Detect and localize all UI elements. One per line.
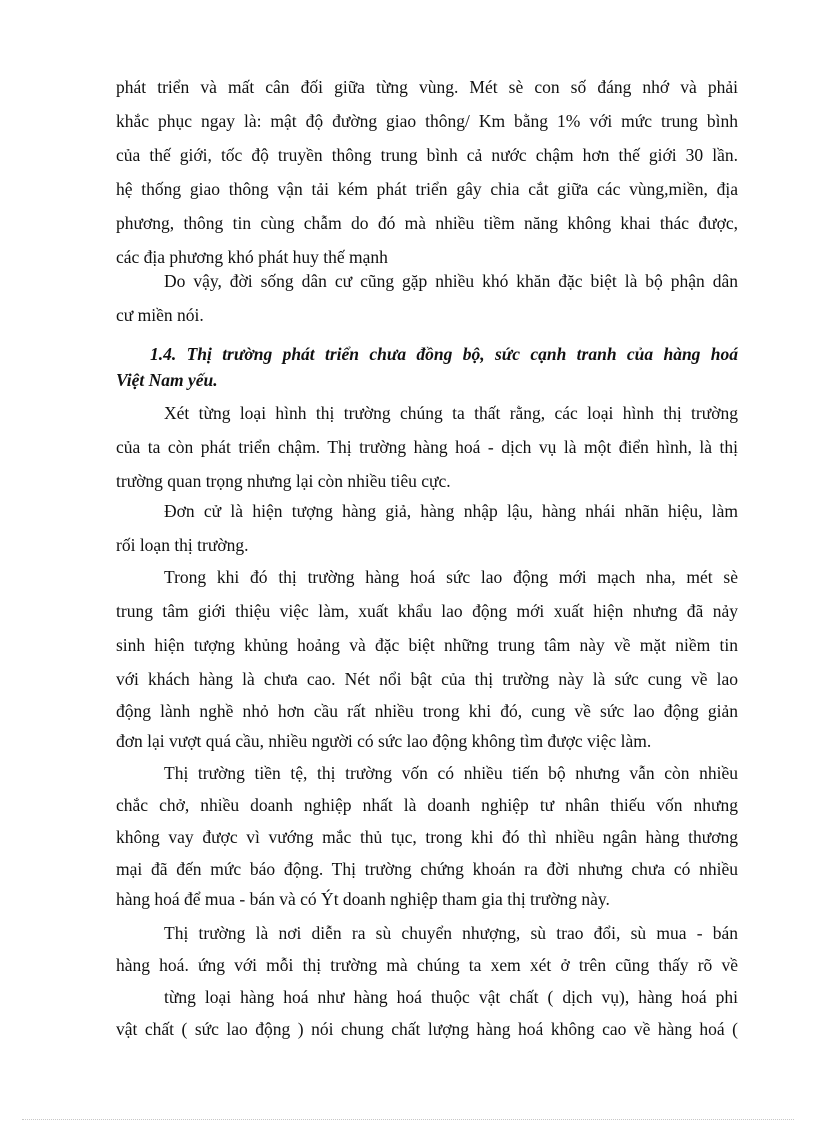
text-line: phương, thông tin cùng chẫm do đó mà nhiều tiềm năng không khai thác được, (116, 213, 738, 233)
text-line: trường quan trọng nhưng lại còn nhiều tiêu cực. (116, 471, 451, 491)
text-line: đơn lại vượt quá cầu, nhiều người có sức lao động không tìm được việc làm. (116, 731, 652, 751)
text-line: của thế giới, tốc độ truyền thông trung bình cả nước chậm hơn thế giới 30 lần. (116, 145, 738, 165)
text-line: với khách hàng là chưa cao. Nét nổi bật của thị trường này là sức cung về lao (116, 669, 738, 689)
text-line: trung tâm giới thiệu việc làm, xuất khẩu lao động mới xuất hiện nhưng đã nảy (116, 601, 738, 621)
text-line: động lành nghề nhỏ hơn cầu rất nhiều trong khi đó, cung về sức lao động giản (116, 701, 738, 721)
paragraph-first-line: Do vậy, đời sống dân cư cũng gặp nhiều khó khăn đặc biệt là bộ phận dân (164, 271, 738, 291)
paragraph-first-line: Xét từng loại hình thị trường chúng ta thất rằng, các loại hình thị trường (164, 403, 738, 423)
page-footer-divider (22, 1119, 794, 1120)
text-line: hàng hoá. ứng với mỗi thị trường mà chúng ta xem xét ở trên cũng thấy rõ về (116, 955, 738, 975)
text-line: hệ thống giao thông vận tải kém phát triển gây chia cắt giữa các vùng,miền, địa (116, 179, 738, 199)
section-heading: 1.4. Thị trường phát triển chưa đồng bộ, sức cạnh tranh của hàng hoá (150, 344, 738, 364)
text-line: sinh hiện tượng khủng hoảng và đặc biệt những trung tâm này về mặt niềm tin (116, 635, 738, 655)
paragraph-first-line: Trong khi đó thị trường hàng hoá sức lao động mới mạch nha, mét sè (164, 567, 738, 587)
paragraph-first-line: Đơn cử là hiện tượng hàng giả, hàng nhập lậu, hàng nhái nhãn hiệu, làm (164, 501, 738, 521)
section-heading-continued: Việt Nam yếu. (116, 370, 218, 390)
text-line: cư miền nói. (116, 305, 204, 325)
text-line: chắc chở, nhiều doanh nghiệp nhất là doanh nghiệp tư nhân thiếu vốn nhưng (116, 795, 738, 815)
text-line: rối loạn thị trường. (116, 535, 249, 555)
text-line: mại đã đến mức báo động. Thị trường chứng khoán ra đời nhưng chưa có nhiều (116, 859, 738, 879)
text-line: vật chất ( sức lao động ) nói chung chất lượng hàng hoá không cao về hàng hoá ( (116, 1019, 738, 1039)
text-line: không vay được vì vướng mắc thủ tục, trong khi đó thì nhiều ngân hàng thương (116, 827, 738, 847)
paragraph-first-line: Thị trường là nơi diễn ra sù chuyển nhượng, sù trao đổi, sù mua - bán (164, 923, 738, 943)
paragraph-first-line: từng loại hàng hoá như hàng hoá thuộc vật chất ( dịch vụ), hàng hoá phi (164, 987, 738, 1007)
text-line: phát triển và mất cân đối giữa từng vùng. Mét sè con số đáng nhớ và phải (116, 77, 738, 97)
text-line: khắc phục ngay là: mật độ đường giao thông/ Km bằng 1% với mức trung bình (116, 111, 738, 131)
text-line: hàng hoá để mua - bán và có Ýt doanh nghiệp tham gia thị trường này. (116, 889, 610, 909)
text-line: của ta còn phát triển chậm. Thị trường hàng hoá - dịch vụ là một điển hình, là thị (116, 437, 738, 457)
paragraph-first-line: Thị trường tiền tệ, thị trường vốn có nhiều tiến bộ nhưng vẫn còn nhiều (164, 763, 738, 783)
text-line: các địa phương khó phát huy thế mạnh (116, 247, 388, 267)
